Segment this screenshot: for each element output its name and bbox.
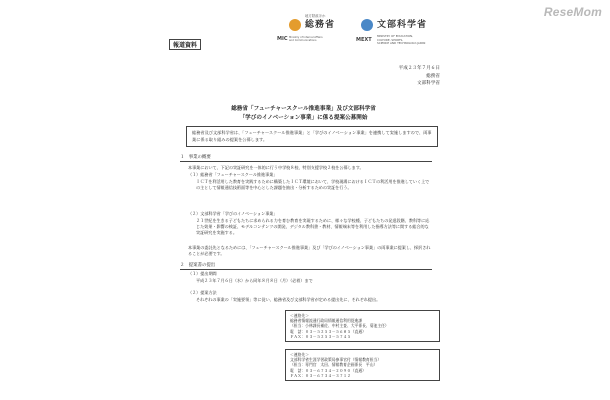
contact-dept: 総務省情報流通行政局情報通信利用促進課: [290, 318, 363, 324]
contact-box-mext: [285, 349, 440, 381]
mext-english-line: CULTURE, SPORTS,: [377, 37, 404, 42]
mext-english-line: SCIENCE AND TECHNOLOGY-JAPAN: [377, 41, 426, 46]
contact-box-mic: [285, 310, 440, 342]
section-1-lead: 本事業において、下記の実証研究を一体的に行う中学校８校、特別支援学校２校を公募します。: [188, 165, 364, 170]
press-release-tag: 報道資料: [169, 39, 201, 50]
mic-name: 総務省: [305, 20, 336, 30]
contact-tel: 電 話：０３－６７３４－２０９０（直通）: [290, 367, 366, 373]
contact-header: ＜連絡先＞: [290, 352, 309, 357]
section-2-item-1-body: 平成２３年７月６日（水）から同年８月８日（月）（必着）まで: [196, 278, 313, 283]
release-date: 平成２３年７月６日: [398, 66, 440, 71]
contact-fax: ＦＡＸ：０３－５２５３－５７４５: [290, 333, 351, 339]
contact-person: （担当：専門官 太田、情報教育企画係長 平山）: [290, 362, 378, 368]
contact-tel: 電 話：０３－５２５３－５６８５（直通）: [290, 328, 366, 334]
section-1-item-1-body: ＩＣＴを利活用した教育を実践するために構築したＩＣＴ環境において、学校現場におけるＩＣＴの利活用を推進していく上での主として情報通信技術面等を中心とした課題を抽出・分析するための実証を行う。: [196, 179, 430, 191]
mext-english-name: [377, 35, 439, 46]
section-1-heading: １ 事業の概要: [180, 155, 432, 162]
section-1-item-1-title: （１）総務省「フューチャースクール推進事業」: [188, 172, 278, 177]
title-line: 総務省「フューチャースクール推進事業」及び文部科学省: [231, 106, 376, 112]
section-2-item-2-body: それぞれの事業の「実施要領」等に従い、総務省及び文部科学省が定める提出先に、それぞれ提出。: [196, 297, 381, 302]
mext-logo-icon: [361, 19, 373, 31]
mext-english-line: MINISTRY OF EDUCATION,: [377, 34, 414, 38]
press-release-document: [161, 5, 446, 395]
section-2-heading: ２ 提案書の提出: [180, 263, 432, 270]
contact-person: （担当：小林課長補佐、中村主査、大平係長、菊池主任）: [290, 323, 389, 329]
watermark: ReseMom: [543, 5, 602, 19]
section-1-note: 本事業の委託先となるためには、「フューチャースクール推進事業」及び「学びのイノベーション事業」の両事業に提案し、採択されることが必要です。: [188, 245, 431, 257]
mext-name: 文部科学省: [377, 20, 428, 30]
contact-dept: 文部科学省生涯学習政策局参事官付（情報教育担当）: [290, 357, 382, 363]
mic-abbr: MIC: [277, 36, 288, 42]
document-title: [169, 105, 438, 123]
ministry-logos: [275, 13, 445, 59]
mext-abbr: MEXT: [356, 37, 372, 43]
section-2-item-1-title: （１）提出期間: [188, 271, 217, 276]
contact-fax: ＦＡＸ：０３－６７３４－３７１２: [290, 372, 351, 378]
section-1-item-2-body: ２１世紀を生きる子どもたちに求められる力を育む教育を実現するために、様々な学校種、子どもたちの発達段階、教科等に応じた効果・影響の検証、モデルコンテンツの開発、デジタル教科書・教材、情報端末等を利用した指導方法等に関する総合的な実証研究を実施する。: [196, 218, 430, 236]
date-block: [399, 65, 440, 88]
mic-logo-icon: [289, 19, 301, 31]
mic-english-name: Ministry of Internal Affairs and Communications: [289, 36, 323, 42]
section-2-item-2-title: （２）提案方法: [188, 290, 217, 295]
intro-box: 総務省及び文部科学省は、「フューチャースクール推進事業」と「学びのイノベーション事業」を連携して実施しますので、両事業に係る取り組みの提案を公募します。: [186, 126, 438, 147]
issuer-mext: 文部科学省: [417, 81, 440, 87]
section-1-item-2-title: （２）文部科学省「学びのイノベーション事業」: [188, 211, 278, 216]
title-line: 「学びのイノベーション事業」に係る提案公募開始: [239, 115, 368, 121]
mic-logo-small-text: 地方財政ほか: [305, 14, 326, 18]
issuer-mic: 総務省: [426, 73, 440, 79]
contact-header: ＜連絡先＞: [290, 313, 309, 318]
